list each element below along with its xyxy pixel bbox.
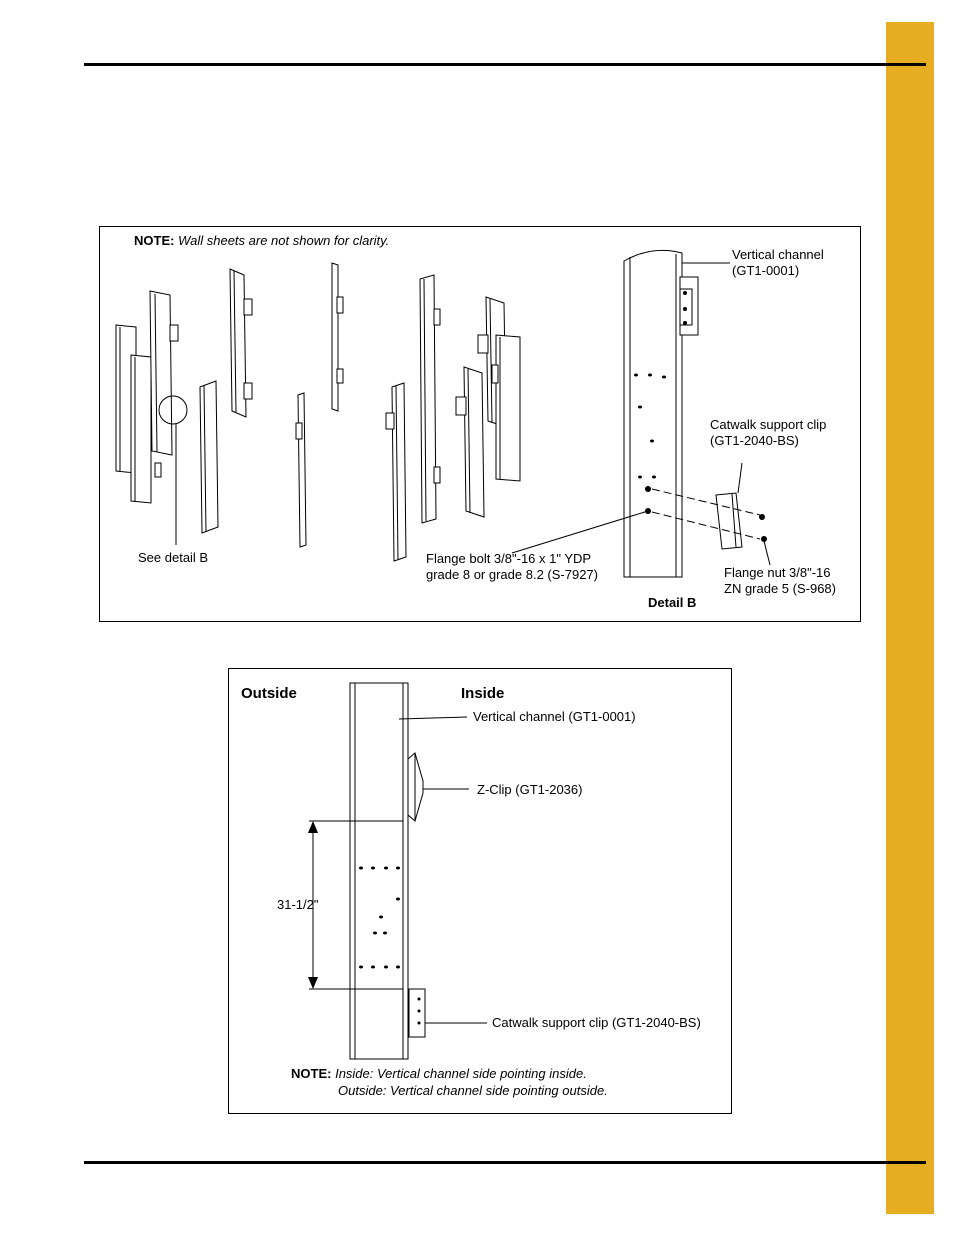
figure2-note-line2: Outside: Vertical channel side pointing outside. [338,1083,608,1098]
vertical-channel-label-2: Vertical channel (GT1-0001) [473,709,636,724]
figure2-note-line1: Inside: Vertical channel side pointing inside. [335,1066,587,1081]
z-clip-label: Z-Clip (GT1-2036) [477,782,583,797]
vertical-channel-label: Vertical channel (GT1-0001) [732,247,824,278]
catwalk-clip-label-2: Catwalk support clip (GT1-2040-BS) [492,1015,701,1030]
detail-b-label: Detail B [648,595,697,610]
outside-label: Outside [241,685,297,702]
chapter-tab [886,22,934,1214]
inside-label: Inside [461,685,505,702]
see-detail-label: See detail B [138,550,209,565]
figure-exploded-view [99,226,861,622]
channel-group-1 [116,291,187,545]
figure1-note-label: NOTE: [134,233,175,248]
flange-bolt-label: Flange bolt 3/8"-16 x 1" YDP grade 8 or grade 8.2 (S-7927) [426,551,598,582]
channel-group-3 [296,263,343,547]
footer-rule [84,1161,926,1164]
channel-group-4 [386,275,440,561]
dimension-label: 31-1/2" [277,897,319,912]
channel-group-2 [200,269,252,533]
catwalk-clip-label: Catwalk support clip (GT1-2040-BS) [710,417,827,448]
flange-nut-label: Flange nut 3/8"-16 ZN grade 5 (S-968) [724,565,836,596]
figure1-note [134,233,389,249]
detail-b-channel [624,250,767,577]
channel-group-5 [456,297,520,517]
figure2-note-label: NOTE: [291,1066,332,1081]
header-rule [84,63,926,66]
figure2-note [291,1066,587,1082]
figure1-note-text: Wall sheets are not shown for clarity. [178,233,390,248]
figure-channel-orientation [228,668,732,1114]
channel-orientation-drawing [229,669,731,1113]
